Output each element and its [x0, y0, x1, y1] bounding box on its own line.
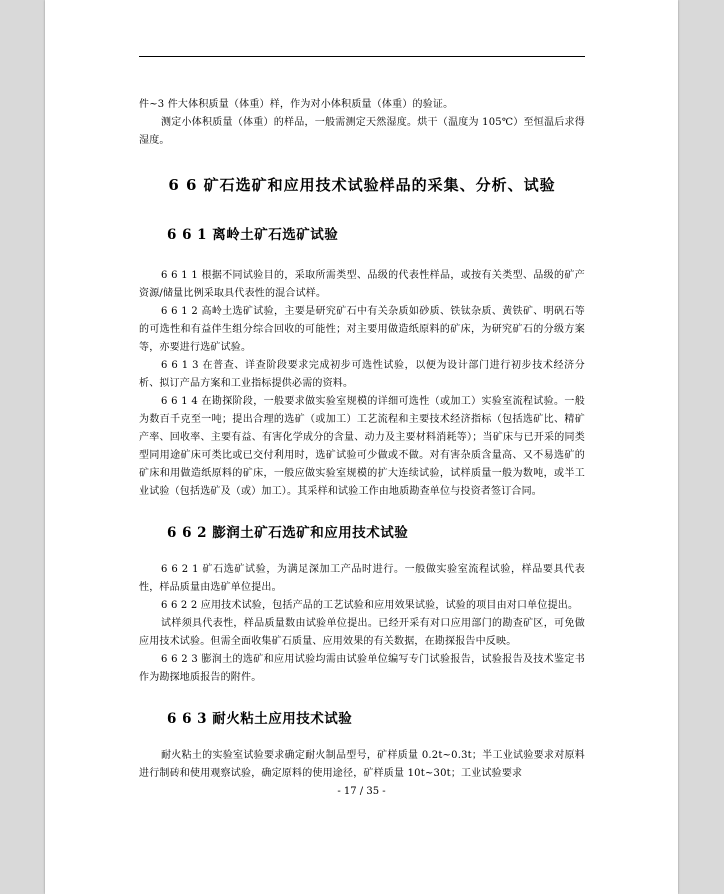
subsection-title: 6 6 3 耐火粘土应用技术试验 — [167, 711, 353, 727]
subsection-title: 6 6 2 膨润土矿石选矿和应用技术试验 — [167, 525, 409, 541]
document-page — [45, 0, 678, 894]
section-title: 6 6 矿石选矿和应用技术试验样品的采集、分析、试验 — [168, 176, 556, 194]
clause-paragraph: 6 6 1 3 在普查、详查阶段要求完成初步可选性试验，以便为设计部门进行初步技术经济分析、拟订产品方案和工业指标提供必需的资料。 — [139, 360, 585, 389]
page-content — [139, 96, 585, 783]
clause-paragraph: 6 6 1 1 根据不同试验目的，采取所需类型、品级的代表性样品，或按有关类型、品级的矿产资源/储量比例采取具代表性的混合试样。 — [139, 270, 585, 299]
clause-paragraph: 耐火粘土的实验室试验要求确定耐火制品型号，矿样质量 0.2t~0.3t；半工业试验要求对原料进行制砖和使用观察试验，确定原料的使用途径，矿样质量 10t~30t；工业试验要求 — [139, 750, 585, 779]
clause-paragraph: 6 6 2 1 矿石选矿试验，为满足深加工产品时进行。一般做实验室流程试验，样品要具代表性，样品质量由选矿单位提出。 — [139, 564, 585, 593]
clause-paragraph: 6 6 2 3 膨润土的选矿和应用试验均需由试验单位编写专门试验报告，试验报告及技术鉴定书作为勘探地质报告的附件。 — [139, 654, 585, 683]
subsection-title: 6 6 1 离岭土矿石选矿试验 — [167, 227, 339, 243]
header-rule — [139, 56, 585, 57]
page-number: - 17 / 35 - — [337, 786, 386, 797]
clause-paragraph: 6 6 1 4 在勘探阶段，一般要求做实验室规模的详细可选性（或加工）实验室流程试验。一般为数百千克至一吨；提出合理的选矿（或加工）工艺流程和主要技术经济指标（包括选矿比、精矿产率、回收率、主要有益、有害化学成分的含量、动力及主要材料消耗等）；当矿床与已开采的同类型同用途矿床可类比或已交付利用时，选矿试验可少做或不做。对有害杂质含量高、又不易选矿的矿床和用做造纸原料的矿床，一般应做实验室规模的扩大连续试验，试样质量一般为数吨，或半工业试验（包括选矿及（或）加工）。其采样和试验工作由地质勘查单位与投资者签订合同。 — [139, 396, 585, 497]
intro-paragraph: 测定小体积质量（体重）的样品，一般需测定天然湿度。烘干（温度为 105℃）至恒温后求得湿度。 — [139, 117, 585, 146]
clause-paragraph: 试样须具代表性，样品质量数由试验单位提出。已经开采有对口应用部门的勘查矿区，可免做应用技术试验。但需全面收集矿石质量、应用效果的有关数据，在勘探报告中反映。 — [139, 618, 585, 647]
intro-paragraph: 件~3 件大体积质量（体重）样，作为对小体积质量（体重）的验证。 — [139, 99, 454, 110]
clause-paragraph: 6 6 2 2 应用技术试验，包括产品的工艺试验和应用效果试验，试验的项目由对口单位提出。 — [161, 600, 579, 611]
clause-paragraph: 6 6 1 2 高岭土选矿试验，主要是研究矿石中有关杂质如砂质、铁钛杂质、黄铁矿、明矾石等的可选性和有益伴生组分综合回收的可能性；对主要用做造纸原料的矿床，为研究矿石的分级方案等，亦要进行选矿试验。 — [139, 306, 585, 353]
